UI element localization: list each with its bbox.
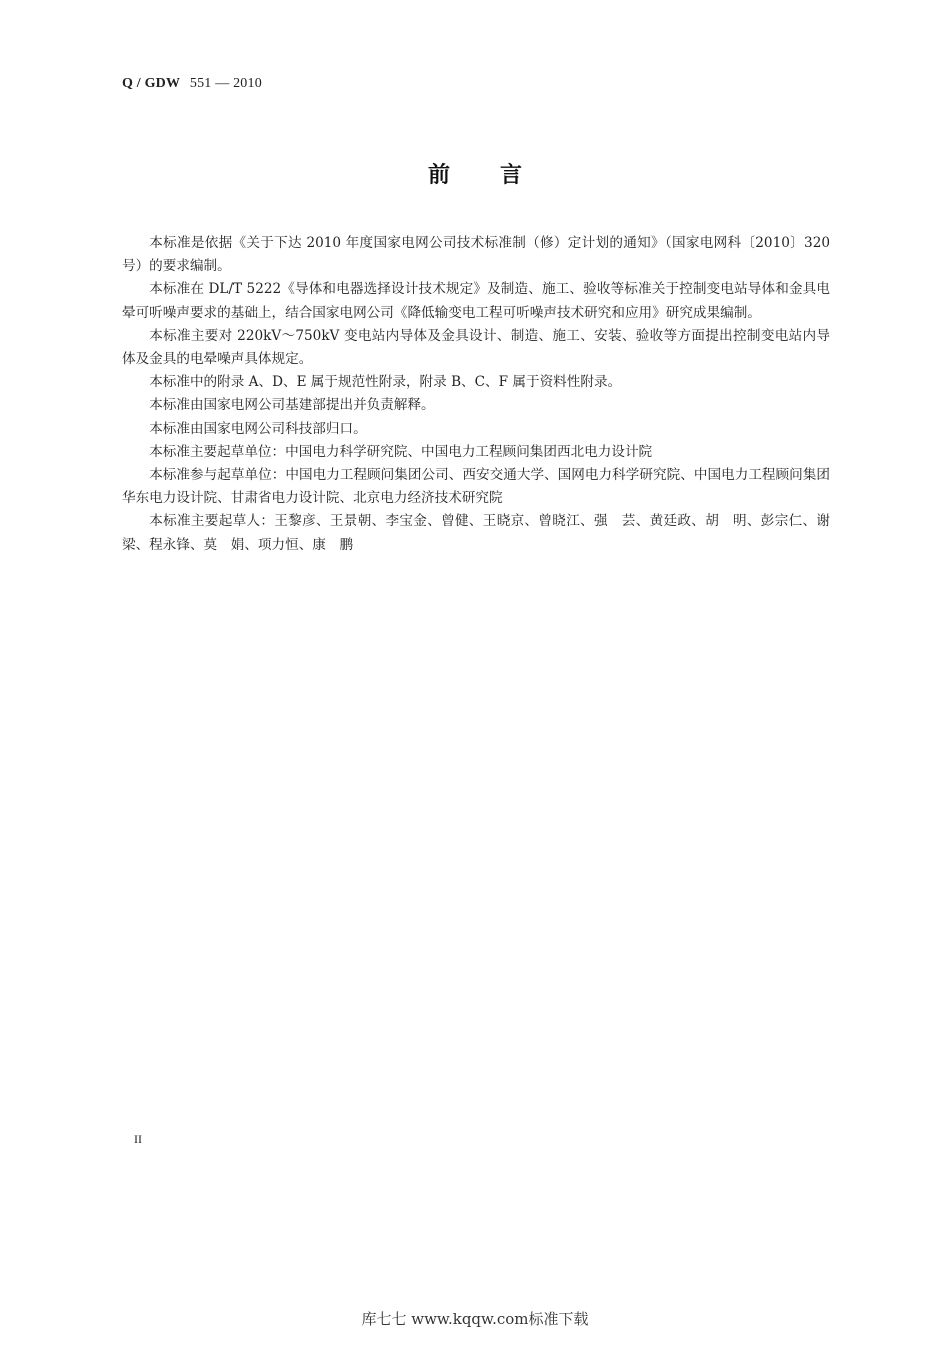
paragraph-proposer: 本标准由国家电网公司基建部提出并负责解释。 — [149, 397, 435, 414]
paragraph-main-drafters: 本标准主要起草单位：中国电力科学研究院、中国电力工程顾问集团西北电力设计院 — [149, 443, 653, 460]
standard-code: Q / GDW — [122, 76, 181, 91]
page-title — [0, 158, 950, 189]
title-char-2: 言 — [500, 163, 523, 188]
document-header — [122, 76, 262, 92]
paragraph-administrator: 本标准由国家电网公司科技部归口。 — [149, 420, 367, 437]
paragraph-basis: 本标准是依据《关于下达 2010 年度国家电网公司技术标准制（修）定计划的通知》（国家电网科〔2010〕320 号）的要求编制。 — [122, 235, 830, 275]
paragraph-appendices: 本标准中的附录 A、D、E 属于规范性附录，附录 B、C、F 属于资料性附录。 — [149, 374, 622, 391]
page-number: II — [134, 1132, 142, 1146]
paragraph-foundation: 本标准在 DL/T 5222《导体和电器选择设计技术规定》及制造、施工、验收等标准关于控制变电站导体和金具电晕可听噪声要求的基础上，结合国家电网公司《降低输变电工程可听噪声技术研究和应用》研究成果编制。 — [122, 281, 830, 321]
paragraph-scope: 本标准主要对 220kV～750kV 变电站内导体及金具设计、制造、施工、安装、验收等方面提出控制变电站内导体及金具的电晕噪声具体规定。 — [122, 327, 830, 368]
paragraph-participating-drafters: 本标准参与起草单位：中国电力工程顾问集团公司、西安交通大学、国网电力科学研究院、中国电力工程顾问集团华东电力设计院、甘肃省电力设计院、北京电力经济技术研究院 — [122, 467, 830, 507]
watermark-footer: 库七七 www.kqqw.com标准下载 — [361, 1310, 589, 1328]
title-char-1: 前 — [427, 163, 450, 188]
preface-body — [122, 232, 844, 557]
paragraph-drafting-persons: 本标准主要起草人：王黎彦、王景朝、李宝金、曾健、王晓京、曾晓江、强 芸、黄廷政、胡 明、彭宗仁、谢 梁、程永锋、莫 娟、项力恒、康 鹏 — [122, 513, 844, 553]
standard-number: 551 — 2010 — [189, 76, 262, 91]
